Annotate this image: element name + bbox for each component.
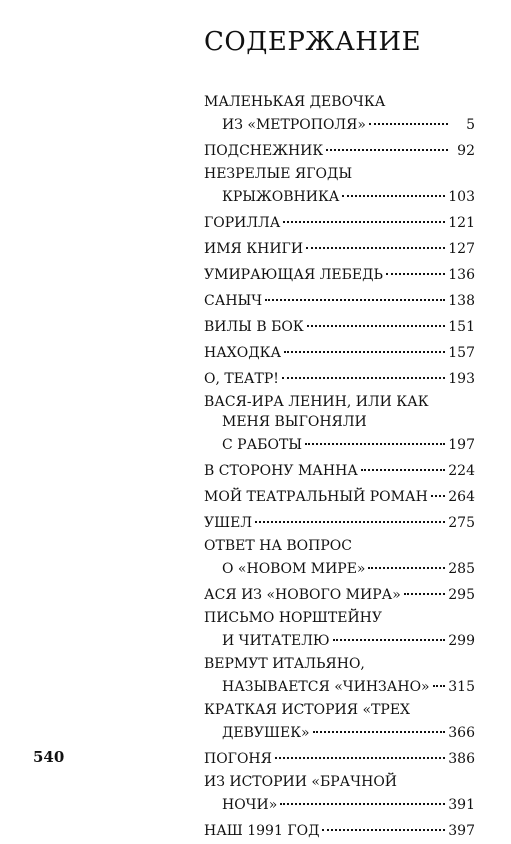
toc-entry-title: МАЛЕНЬКАЯ ДЕВОЧКА [204, 94, 386, 110]
toc-entry-title: ИЗ ИСТОРИИ «БРАЧНОЙ [204, 774, 397, 790]
toc-entry-page: 5 [466, 117, 475, 133]
dot-leader [342, 180, 445, 197]
toc-entry [204, 700, 475, 740]
toc-entry [204, 654, 475, 694]
dot-leader [322, 814, 445, 831]
toc-entry [204, 340, 475, 360]
toc-entry-line-last [204, 262, 475, 282]
toc-entry-page: 295 [448, 587, 475, 603]
dot-leader [386, 258, 445, 275]
toc-entry [204, 536, 475, 576]
toc-entry-line-last [204, 484, 475, 504]
page-number: 540 [33, 748, 65, 766]
toc-entry [204, 210, 475, 230]
toc-entry-page: 121 [448, 215, 475, 231]
toc-entry-page: 138 [448, 293, 475, 309]
toc-entry-title: КРАТКАЯ ИСТОРИЯ «ТРЕХ [204, 702, 411, 718]
toc-entry-title: МЕНЯ ВЫГОНЯЛИ [222, 414, 367, 430]
dot-leader [275, 742, 445, 759]
toc-entry-page: 197 [448, 437, 475, 453]
dot-leader [369, 108, 448, 125]
toc-entry [204, 314, 475, 334]
toc-entry-line-last [204, 366, 475, 386]
toc-entry-title: ИЗ «МЕТРОПОЛЯ» [222, 117, 366, 133]
toc-entry-line-last [204, 340, 475, 360]
toc-entry-title: ПОДСНЕЖНИК [204, 143, 324, 159]
toc-entry-line-last [204, 818, 475, 838]
page-title: СОДЕРЖАНИЕ [204, 27, 422, 57]
toc-entry-page: 151 [448, 319, 475, 335]
dot-leader [282, 362, 445, 379]
toc-entry [204, 582, 475, 602]
toc-entry-title: ИМЯ КНИГИ [204, 241, 304, 257]
toc-entry-page: 391 [448, 797, 475, 813]
dot-leader [326, 134, 448, 151]
dot-leader [368, 552, 445, 569]
toc-entry-page: 136 [448, 267, 475, 283]
toc-entry-line-last [204, 582, 475, 602]
toc-entry-line-last [204, 720, 475, 740]
toc-entry-title: КРЫЖОВНИКА [222, 189, 340, 205]
toc-entry-title: В СТОРОНУ МАННА [204, 463, 358, 479]
toc-entry-line-last [204, 314, 475, 334]
toc-entry-title: УШЕЛ [204, 515, 252, 531]
toc-entry-title: НАЗЫВАЕТСЯ «ЧИНЗАНО» [222, 679, 430, 695]
toc-entry-title: НАШ 1991 ГОД [204, 823, 320, 839]
toc-entry-title: МОЙ ТЕАТРАЛЬНЫЙ РОМАН [204, 489, 428, 505]
toc-entry-line-last [204, 792, 475, 812]
toc-entry-page: 127 [448, 241, 475, 257]
toc-entry-line-last [204, 556, 475, 576]
toc-entry-title: САНЫЧ [204, 293, 263, 309]
toc-entry [204, 392, 475, 452]
toc-entry-title: ВЕРМУТ ИТАЛЬЯНО, [204, 656, 365, 672]
toc-entry [204, 484, 475, 504]
toc-entry-page: 103 [448, 189, 475, 205]
dot-leader [306, 232, 445, 249]
toc-entry-title: НОЧИ» [222, 797, 278, 813]
toc-entry [204, 92, 475, 132]
dot-leader [265, 284, 445, 301]
toc-entry-page: 315 [448, 679, 475, 695]
toc-entry [204, 138, 475, 158]
toc-entry [204, 164, 475, 204]
toc-entry-title: ВИЛЫ В БОК [204, 319, 304, 335]
toc-entry-title: С РАБОТЫ [222, 437, 303, 453]
toc-entry-line-last [204, 210, 475, 230]
toc-entry-title: ГОРИЛЛА [204, 215, 281, 231]
dot-leader [307, 310, 446, 327]
toc-entry-line-last [204, 432, 475, 452]
toc-entry-title: ОТВЕТ НА ВОПРОС [204, 538, 352, 554]
toc-entry-line-last [204, 628, 475, 648]
dot-leader [431, 480, 445, 497]
toc-entry-line-last [204, 138, 475, 158]
toc-entry-title: ПОГОНЯ [204, 751, 272, 767]
toc-entry-title: ПИСЬМО НОРШТЕЙНУ [204, 610, 383, 626]
toc-entry-page: 264 [448, 489, 475, 505]
toc-entry [204, 288, 475, 308]
dot-leader [305, 428, 445, 445]
dot-leader [280, 788, 445, 805]
toc-entry [204, 818, 475, 838]
toc-entry-title: ВАСЯ-ИРА ЛЕНИН, ИЛИ КАК [204, 394, 429, 410]
toc-entry [204, 262, 475, 282]
toc-entry [204, 772, 475, 812]
toc-entry-page: 386 [448, 751, 475, 767]
toc-entry-page: 299 [448, 633, 475, 649]
toc-entry-page: 193 [448, 371, 475, 387]
toc-entry [204, 236, 475, 256]
dot-leader [284, 336, 445, 353]
toc-entry-page: 285 [448, 561, 475, 577]
dot-leader [333, 624, 446, 641]
toc-entry-page: 275 [448, 515, 475, 531]
toc-entry-line-last [204, 184, 475, 204]
toc-entry-line-last [204, 288, 475, 308]
toc-entry-line-last [204, 112, 475, 132]
toc-entry [204, 458, 475, 478]
dot-leader [404, 578, 445, 595]
toc-entry-title: О, ТЕАТР! [204, 371, 279, 387]
toc-entry [204, 608, 475, 648]
toc-entry-line-last [204, 510, 475, 530]
dot-leader [313, 716, 446, 733]
toc-entry-title: О «НОВОМ МИРЕ» [222, 561, 366, 577]
dot-leader [283, 206, 445, 223]
toc-entry-page: 224 [448, 463, 475, 479]
table-of-contents [204, 92, 475, 844]
toc-entry-page: 92 [457, 143, 475, 159]
toc-entry-title: УМИРАЮЩАЯ ЛЕБЕДЬ [204, 267, 383, 283]
toc-entry-title: НЕЗРЕЛЫЕ ЯГОДЫ [204, 166, 353, 182]
toc-entry [204, 510, 475, 530]
dot-leader [433, 670, 446, 687]
toc-entry-title: НАХОДКА [204, 345, 282, 361]
toc-entry-title: АСЯ ИЗ «НОВОГО МИРА» [204, 587, 401, 603]
toc-entry-page: 366 [448, 725, 475, 741]
toc-entry-page: 397 [448, 823, 475, 839]
toc-entry [204, 746, 475, 766]
dot-leader [255, 506, 445, 523]
toc-entry-title: ДЕВУШЕК» [222, 725, 310, 741]
toc-entry-line-last [204, 674, 475, 694]
toc-entry [204, 366, 475, 386]
toc-entry-line [204, 392, 475, 412]
toc-entry-page: 157 [448, 345, 475, 361]
toc-entry-line-last [204, 746, 475, 766]
toc-entry-line-last [204, 236, 475, 256]
toc-entry-title: И ЧИТАТЕЛЮ [222, 633, 330, 649]
dot-leader [361, 454, 445, 471]
toc-entry-line-last [204, 458, 475, 478]
